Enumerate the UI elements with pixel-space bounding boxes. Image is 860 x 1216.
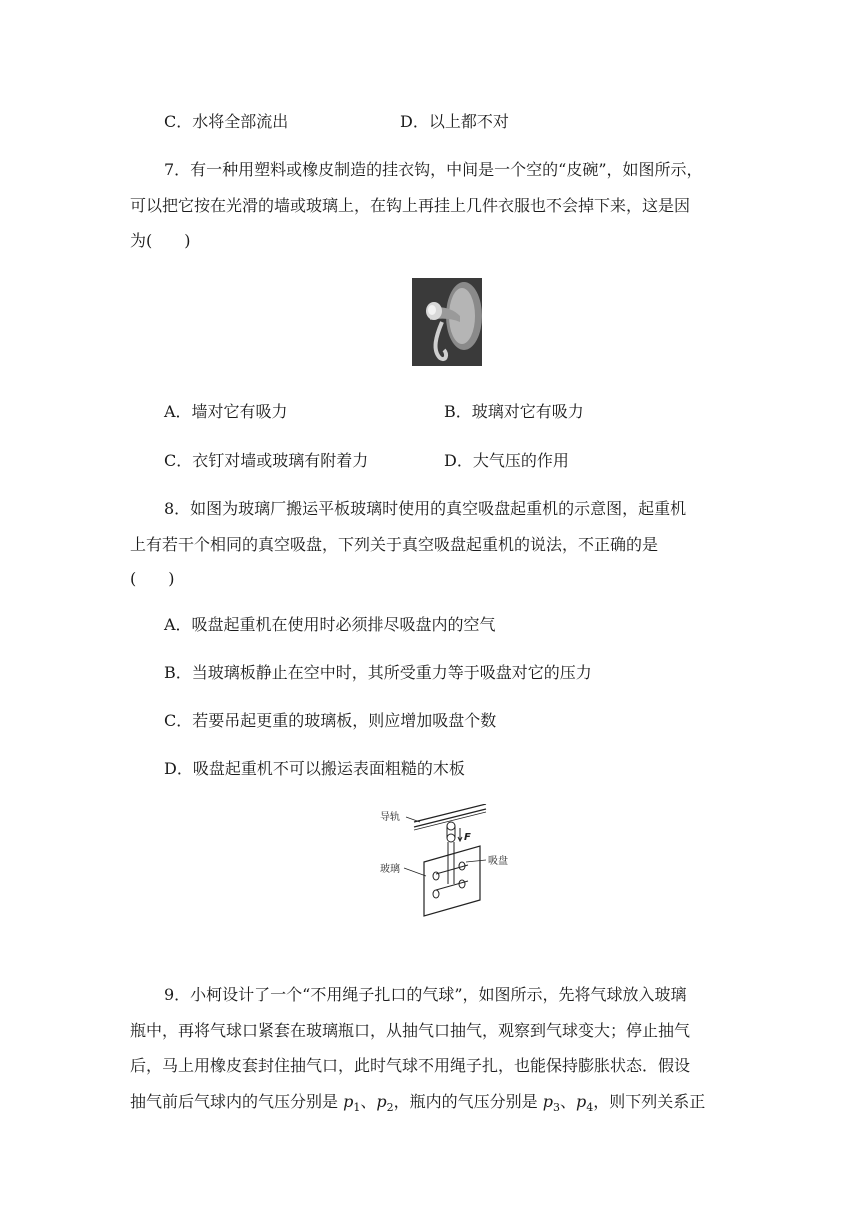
q8-option-c: C．若要吊起更重的玻璃板，则应增加吸盘个数 — [164, 711, 497, 730]
suction-hook-photo — [412, 278, 482, 366]
q7-stem-line1: 7．有一种用塑料或橡皮制造的挂衣钩，中间是一个空的“皮碗”，如图所示， — [164, 160, 703, 179]
q7-stem-line2: 可以把它按在光滑的墙或玻璃上，在钩上再挂上几件衣服也不会掉下来，这是因 — [130, 196, 691, 215]
q8-stem-line2: 上有若干个相同的真空吸盘，下列关于真空吸盘起重机的说法，不正确的是 — [130, 535, 659, 554]
q7-option-c: C．衣钉对墙或玻璃有附着力 — [164, 451, 369, 470]
label-rail: 导轨 — [380, 812, 400, 823]
vacuum-crane-diagram — [376, 804, 536, 922]
label-force: F — [464, 832, 471, 843]
q7-option-d: D．大气压的作用 — [444, 451, 569, 470]
q9-stem-line2: 瓶中，再将气球口紧套在玻璃瓶口，从抽气口抽气，观察到气球变大；停止抽气 — [130, 1021, 691, 1040]
q7-stem-line3: 为( ) — [130, 231, 191, 250]
q8-option-a: A．吸盘起重机在使用时必须排尽吸盘内的空气 — [164, 615, 496, 634]
q6-option-d: D．以上都不对 — [400, 112, 509, 131]
label-glass: 玻璃 — [380, 864, 400, 875]
q9-stem-line1: 9．小柯设计了一个“不用绳子扎口的气球”，如图所示，先将气球放入玻璃 — [164, 985, 687, 1004]
q8-option-b: B．当玻璃板静止在空中时，其所受重力等于吸盘对它的压力 — [164, 663, 592, 682]
q8-stem-line3: ( ) — [130, 569, 175, 588]
q8-stem-line1: 8．如图为玻璃厂搬运平板玻璃时使用的真空吸盘起重机的示意图，起重机 — [164, 499, 687, 518]
q6-option-c: C．水将全部流出 — [164, 112, 289, 131]
q7-option-a: A．墙对它有吸力 — [164, 402, 288, 421]
q8-option-d: D．吸盘起重机不可以搬运表面粗糙的木板 — [164, 759, 465, 778]
label-cup: 吸盘 — [488, 856, 508, 867]
q9-stem-line3: 后，马上用橡皮套封住抽气口，此时气球不用绳子扎，也能保持膨胀状态．假设 — [130, 1056, 691, 1075]
q7-option-b: B．玻璃对它有吸力 — [444, 402, 584, 421]
q9-stem-line4: 抽气前后气球内的气压分别是 $p_1$、$p_2$，瓶内的气压分别是 $p_3$、$p_4$，则下列关系正 — [130, 1092, 706, 1115]
